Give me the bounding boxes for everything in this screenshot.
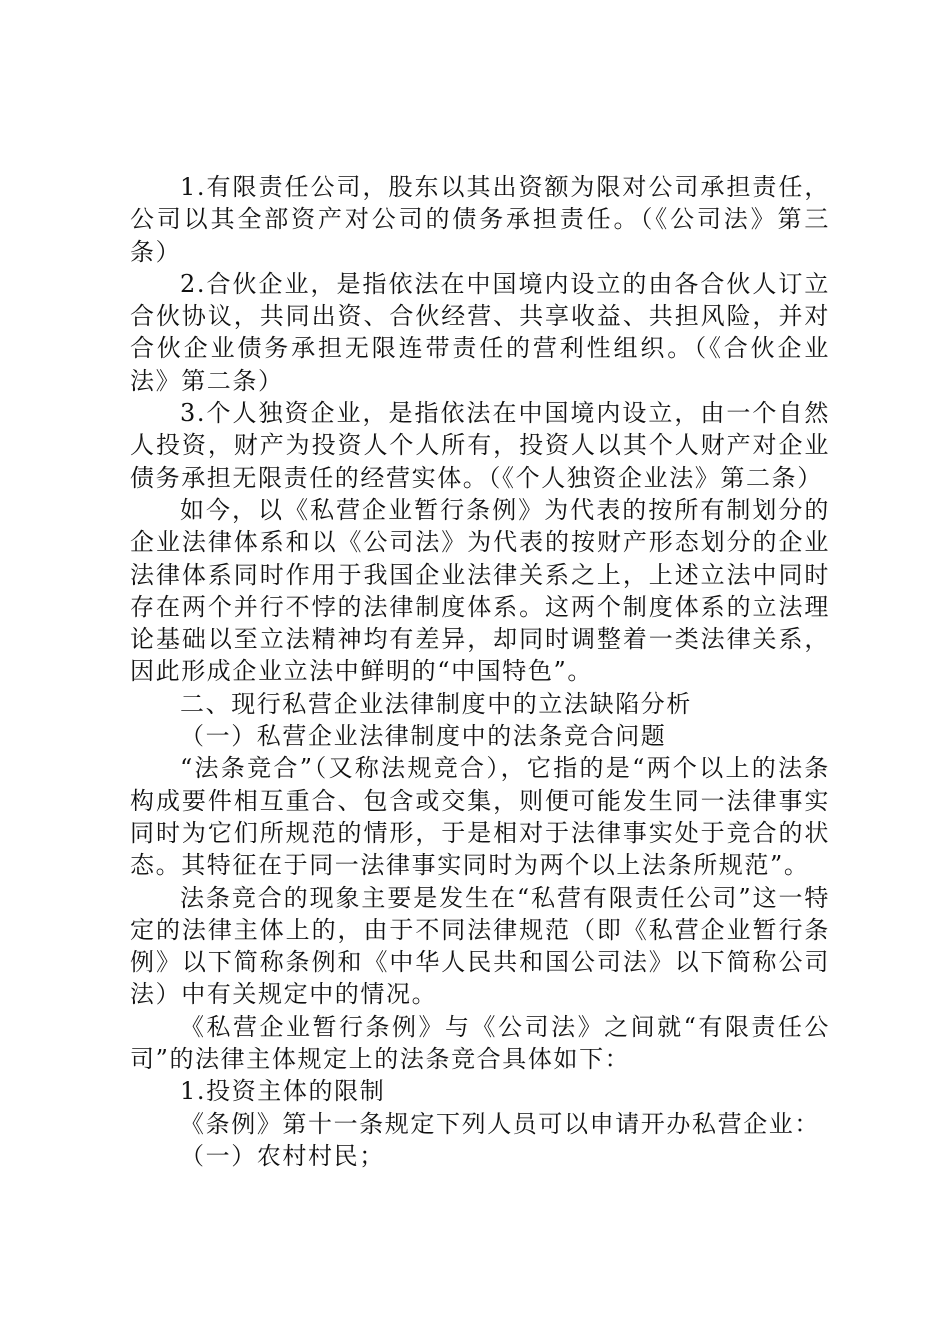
paragraph-limited-liability-company: 1.有限责任公司，股东以其出资额为限对公司承担责任，公司以其全部资产对公司的债务承担责任。（《公司法》第三条） <box>130 173 830 266</box>
section-heading-legislative-defects: 二、现行私营企业法律制度中的立法缺陷分析 <box>180 689 692 718</box>
subsection-heading-concurrence-of-laws: （一）私营企业法律制度中的法条竞合问题 <box>180 722 667 751</box>
paragraph-regulation-article-11: 《条例》第十一条规定下列人员可以申请开办私营企业： <box>180 1109 820 1138</box>
list-item-rural-villagers: （一）农村村民； <box>180 1141 385 1170</box>
paragraph-concurrence-definition: “法条竞合”（又称法规竞合），它指的是“两个以上的法条构成要件相互重合、包含或交集，则便可能发生同一法律事实同时为它们所规范的情形，于是相对于法律事实处于竞合的状态。其特征在于同一法律事实同时为两个以上法条所规范”。 <box>130 754 830 880</box>
document-body <box>130 171 830 1172</box>
paragraph-concurrence-phenomenon: 法条竞合的现象主要是发生在“私营有限责任公司”这一特定的法律主体上的，由于不同法律规范（即《私营企业暂行条例》以下简称条例和《中华人民共和国公司法》以下简称公司法）中有关规定中的情况。 <box>130 883 830 1009</box>
paragraph-sole-proprietorship: 3.个人独资企业，是指依法在中国境内设立，由一个自然人投资，财产为投资人个人所有，投资人以其个人财产对企业债务承担无限责任的经营实体。（《个人独资企业法》第二条） <box>130 399 830 492</box>
item-heading-investor-restrictions: 1.投资主体的限制 <box>180 1077 386 1106</box>
paragraph-dual-legal-system: 如今，以《私营企业暂行条例》为代表的按所有制划分的企业法律体系和以《公司法》为代表的按财产形态划分的企业法律体系同时作用于我国企业法律关系之上，上述立法中同时存在两个并行不悖的法律制度体系。这两个制度体系的立法理论基础以至立法精神均有差异，却同时调整着一类法律关系，因此形成企业立法中鲜明的“中国特色”。 <box>130 495 830 686</box>
paragraph-partnership-enterprise: 2.合伙企业，是指依法在中国境内设立的由各合伙人订立合伙协议，共同出资、合伙经营、共享收益、共担风险，并对合伙企业债务承担无限连带责任的营利性组织。（《合伙企业法》第二条） <box>130 269 830 395</box>
paragraph-concurrence-details-intro: 《私营企业暂行条例》与《公司法》之间就“有限责任公司”的法律主体规定上的法条竞合具体如下： <box>130 1012 830 1074</box>
